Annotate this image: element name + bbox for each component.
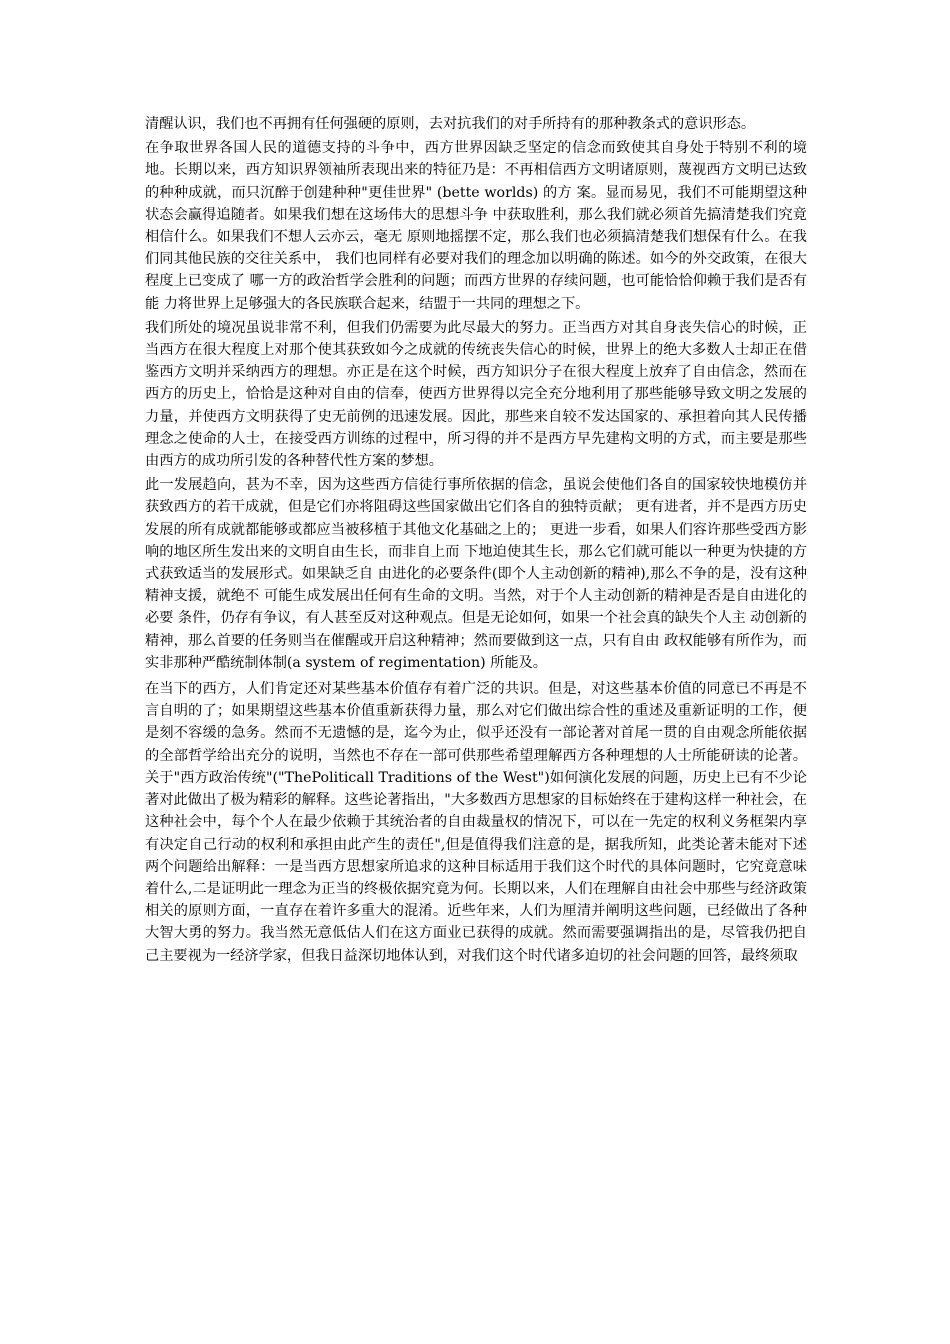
paragraph-3: 我们所处的境况虽说非常不利，但我们仍需要为此尽最大的努力。正当西方对其自身丧失信心的时候，正当西方在很大程度上对那个使其获致如今之成就的传统丧失信心的时候，世界上的绝大多数人士却正在借鉴西方文明并采纳西方的理想。亦正是在这个时候，西方知识分子在很大程度上放弃了自由信念，然而在西方的历史上，恰恰是这种对自由的信奉，使西方世界得以完全充分地利用了那些能够导致文明之发展的力量，并使西方文明获得了史无前例的迅速发展。因此，那些来自较不发达国家的、承担着向其人民传播理念之使命的人士，在接受西方训练的过程中，所习得的并不是西方早先建构文明的方式，而主要是那些由西方的成功所引发的各种替代性方案的梦想。 bbox=[145, 319, 807, 470]
document-page bbox=[145, 113, 807, 967]
paragraph-1: 清醒认识，我们也不再拥有任何强硬的原则，去对抗我们的对手所持有的那种教条式的意识形态。 bbox=[145, 116, 756, 132]
paragraph-2: 在争取世界各国人民的道德支持的斗争中，西方世界因缺乏坚定的信念而致使其自身处于特别不利的境地。长期以来，西方知识界领袖所表现出来的特征乃是：不再相信西方文明诸原则，蔑视西方文明已达致的种种成就，而只沉醉于创建种种"更佳世界" (bette worlds) 的方 案。显而易见，我们不可能期望这种状态会赢得追随者。如果我们想在这场伟大的思想斗争 中获取胜利，那么我们就必须首先搞清楚我们究竟相信什么。如果我们不想人云亦云，毫无 原则地摇摆不定，那么我们也必须搞清楚我们想保有什么。在我们同其他民族的交往关系中， 我们也同样有必要对我们的理念加以明确的陈述。如今的外交政策，在很大程度上已变成了 哪一方的政治哲学会胜利的问题；而西方世界的存续问题，也可能恰恰仰赖于我们是否有能 力将世界上足够强大的各民族联合起来，结盟于一共同的理想之下。 bbox=[145, 140, 807, 312]
paragraph-4: 此一发展趋向，甚为不幸，因为这些西方信徒行事所依据的信念，虽说会使他们各自的国家较快地模仿并获致西方的若干成就，但是它们亦将阻碍这些国家做出它们各自的独特贡献； 更有进者，并不是西方历史发展的所有成就都能够或都应当被移植于其他文化基础之上的； 更进一步看，如果人们容许那些受西方影响的地区所生发出来的文明自由生长，而非自上而 下地迫使其生长，那么它们就可能以一种更为快捷的方式获致适当的发展形式。如果缺乏自 由进化的必要条件(即个人主动创新的精神),那么不争的是，没有这种精神支援，就绝不 可能生成发展出任何有生命的文明。当然，对于个人主动创新的精神是否是自由进化的必要 条件，仍存有争议，有人甚至反对这种观点。但是无论如何，如果一个社会真的缺失个人主 动创新的精神，那么首要的任务则当在催醒或开启这种精神；然而要做到这一点，只有自由 政权能够有所作为，而实非那种严酷统制体制(a system of regimentation) 所能及。 bbox=[145, 477, 807, 671]
paragraph-5: 在当下的西方，人们肯定还对某些基本价值存有着广泛的共识。但是，对这些基本价值的同意已不再是不言自明的了；如果期望这些基本价值重新获得力量，那么对它们做出综合性的重述及重新证明的工作，便是刻不容缓的急务。然而不无遗憾的是，迄今为止，似乎还没有一部论著对首尾一贯的自由观念所能依据的全部哲学给出充分的说明，当然也不存在一部可供那些希望理解西方各种理想的人士所能研读的论著。关于"西方政治传统"("ThePoliticall Traditions of the West")如何演化发展的问题，历史上已有不少论著对此做出了极为精彩的解释。这些论著指出，"大多数西方思想家的目标始终在于建构这样一种社会，在这种社会中，每个个人在最少依赖于其统治者的自由裁量权的情况下，可以在一先定的权利义务框架内享有决定自己行动的权利和承担由此产生的责任",但是值得我们注意的是，据我所知，此类论著未能对下述两个问题给出解释：一是当西方思想家所追求的这种目标适用于我们这个时代的具体问题时，它究竟意味着什么,二是证明此一理念为正当的终极依据究竟为何。长期以来，人们在理解自由社会中那些与经济政策相关的原则方面，一直存在着许多重大的混淆。近些年来，人们为厘清并阐明这些问题，已经做出了各种大智大勇的努力。我当然无意低估人们在这方面业已获得的成就。然而需要强调指出的是，尽管我仍把自己主要视为一经济学家，但我日益深切地体认到，对我们这个时代诸多迫切的社会问题的回答，最终须取 bbox=[145, 681, 807, 964]
